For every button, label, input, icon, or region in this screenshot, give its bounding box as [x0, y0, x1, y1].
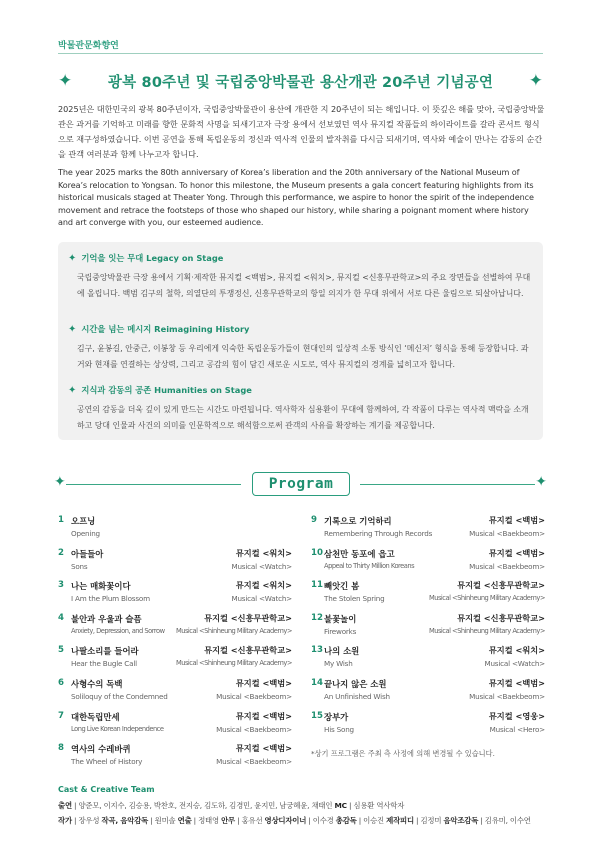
credit-names: | 이수경: [306, 816, 336, 825]
program-title-ko: 나의 소원: [324, 646, 360, 657]
program-work-ko: 뮤지컬 <워치>: [488, 645, 545, 656]
program-number: 13: [311, 645, 323, 656]
program-item: [311, 515, 545, 543]
program-item: [58, 548, 292, 576]
program-number: 1: [58, 515, 64, 525]
program-work-ko: 뮤지컬 <영웅>: [488, 710, 545, 721]
program-title-en: Remembering Through Records: [324, 529, 433, 538]
credit-role: 출연: [58, 801, 72, 810]
credit-names: | 김정미: [413, 816, 444, 825]
credit-names: | 김유미, 이수연: [478, 816, 531, 825]
program-item: [311, 711, 545, 739]
program-item: [311, 580, 545, 608]
program-work-en: Musical <Hero>: [489, 724, 545, 734]
credit-role: 영상디자이너: [264, 816, 307, 825]
program-item: [311, 613, 545, 641]
program-header: [54, 472, 547, 498]
program-item: [58, 613, 292, 641]
program-work-en: Musical <Watch>: [231, 561, 292, 571]
program-title-en: Opening: [71, 529, 100, 538]
program-title-ko: 불안과 우울과 슬픔: [71, 613, 142, 624]
program-number: 11: [311, 580, 323, 591]
program-title-en: Soliloquy of the Condemned: [71, 692, 168, 701]
credit-role: 총감독: [335, 816, 357, 825]
program-work-en: Musical <Shinheung Military Academy>: [428, 594, 545, 603]
program-number: 3: [58, 580, 64, 591]
credit-names: | 정태영: [191, 816, 222, 825]
program-work-en: Musical <Baekbeom>: [216, 692, 292, 701]
program-item: [58, 515, 292, 543]
theme-title-text: 기억을 잇는 무대 Legacy on Stage: [81, 253, 224, 263]
program-title-en: Hear the Bugle Call: [71, 659, 137, 669]
theme-title: [68, 323, 538, 335]
credit-role: 제작피디: [386, 816, 414, 825]
page-title: 광복 80주년 및 국립중앙박물관 용산개관 20주년 기념공연: [107, 74, 494, 91]
program-number: 5: [58, 645, 64, 656]
theme-title: [68, 252, 538, 264]
program-work-en: Musical <Shinheung Military Academy>: [428, 626, 545, 635]
theme-title-text: 시간을 넘는 메시지 Reimagining History: [81, 324, 250, 334]
program-number: 6: [58, 678, 64, 688]
theme-description: 공연의 감동을 더욱 깊이 있게 만드는 시간도 마련됩니다. 역사학자 심용환이 무대에 함께하여, 각 작품이 다루는 역사적 맥락을 소개하고 당대 인물과 사건의 의미를 인문학적으로 해석함으로써 관객의 사유를 확장하는 계기를 제공합니다.: [77, 405, 529, 430]
program-work-en: Musical <Baekbeom>: [216, 724, 292, 734]
program-item: [311, 548, 545, 576]
theme-humanities: [68, 384, 538, 434]
program-work-ko: 뮤지컬 <백범>: [235, 743, 292, 754]
title-row: [58, 70, 543, 92]
themes-box: [58, 242, 543, 440]
header-divider: [58, 53, 543, 54]
theme-description: 김구, 윤봉길, 안중근, 이봉창 등 우리에게 익숙한 독립운동가들이 현대인의 일상적 소통 방식인 ‘메신저’ 형식을 통해 등장합니다. 과거와 현재를 연결하는 상상력, 그리고 공감의 힘이 담긴 새로운 시도로, 역사 뮤지컬의 경계를 넓히고자 합니다.: [77, 344, 529, 369]
program-number: 7: [58, 710, 64, 721]
program-title-en: Anxiety, Depression, and Sorrow: [71, 626, 165, 635]
program-item: [311, 645, 545, 673]
program-title-ko: 빼앗긴 봄: [324, 581, 360, 592]
program-title-en: His Song: [324, 724, 354, 734]
program-work-ko: 뮤지컬 <백범>: [488, 547, 545, 558]
program-title-ko: 아들들아: [71, 548, 104, 559]
credit-role: MC: [334, 801, 347, 810]
program-item: [58, 678, 292, 706]
credit-role: 작가: [58, 816, 72, 825]
program-title-ko: 기록으로 기억하리: [324, 516, 392, 526]
program-work-ko: 뮤지컬 <신흥무관학교>: [457, 580, 545, 591]
program-title-ko: 불꽃놀이: [324, 613, 357, 624]
credit-names: | 이승진: [356, 816, 387, 825]
credit-role: 음악조감독: [443, 816, 479, 825]
credit-role: 안무: [221, 816, 235, 825]
program-work-ko: 뮤지컬 <신흥무관학교>: [204, 612, 292, 623]
program-title-en: The Wheel of History: [71, 757, 143, 767]
credit-names: | 홍유선: [234, 816, 265, 825]
sparkle-icon: ✦: [58, 71, 73, 91]
intro-korean: 2025년은 대한민국의 광복 80주년이자, 국립중앙박물관이 용산에 개관한 지 20주년이 되는 해입니다. 이 뜻깊은 해를 맞아, 국립중앙박물관은 과거를 기억하고 미래를 향한 문화적 사명을 되새기고자 극장 용에서 선보였던 역사 뮤지컬 작품들의 하이라이트를 갈라 콘서트 형식으로 재구성하였습니다. 이번 공연을 통해 독립운동의 정신과 역사적 인물의 발자취를 다시금 되새기며, 역사와 예술이 만나는 감동의 순간을 관객 여러분과 함께 나누고자 합니다.: [58, 104, 545, 159]
program-work-ko: 뮤지컬 <워치>: [235, 580, 292, 591]
program-work-en: Musical <Baekbeom>: [216, 757, 292, 767]
program-work-en: Musical <Watch>: [231, 594, 292, 604]
program-title-ko: 나는 매화꽃이다: [71, 581, 131, 592]
program-work-ko: 뮤지컬 <백범>: [235, 678, 292, 688]
program-title-ko: 장부가: [324, 711, 349, 722]
program-item: [58, 711, 292, 739]
program-title-en: Appeal to Thirty Million Koreans: [324, 561, 415, 570]
credit-names: | 장우성: [71, 816, 102, 825]
credit-names: | 양준모, 이지수, 김승용, 박찬호, 전지승, 김도하, 김경민, 윤지민, 남궁혜윤, 채태인: [71, 801, 335, 810]
program-work-ko: 뮤지컬 <백범>: [235, 710, 292, 721]
program-number: 12: [311, 612, 323, 623]
program-work-ko: 뮤지컬 <백범>: [488, 515, 545, 525]
sparkle-icon: ✦: [535, 474, 547, 490]
credit-names: | 심용환 역사학자: [346, 801, 405, 810]
program-item: [58, 580, 292, 608]
sparkle-icon: ✦: [68, 384, 77, 396]
program-title-en: My Wish: [324, 659, 353, 669]
program-item: [58, 743, 292, 771]
program-title-en: The Stolen Spring: [324, 594, 385, 604]
sparkle-icon: ✦: [528, 71, 543, 91]
program-number: 4: [58, 612, 64, 623]
program-divider-left: [66, 484, 241, 485]
program-number: 15: [311, 710, 323, 721]
program-title-ko: 나팔소리를 들어라: [71, 646, 139, 657]
theme-reimagining: [68, 323, 538, 373]
program-work-en: Musical <Watch>: [484, 659, 545, 669]
program-work-en: Musical <Baekbeom>: [469, 692, 545, 701]
program-number: 2: [58, 547, 64, 558]
sparkle-icon: ✦: [54, 474, 66, 490]
program-work-en: Musical <Shinheung Military Academy>: [175, 659, 292, 668]
credits-cast-line: [58, 800, 404, 811]
program-title-en: Sons: [71, 561, 88, 571]
program-title-en: I Am the Plum Blossom: [71, 594, 150, 604]
intro-english: The year 2025 marks the 80th anniversary of Korea’s liberation and the 20th anniversary of the National Museum of Korea’s relocation to Yongsan. To honor this milestone, the Museum presents a gala concert featuring highlights from its historical musicals staged at Theater Yong. Through this performance, we aspire to honor the spirit of the independence movement and retrace the footsteps of those who shaped our history, while sharing a poignant moment where history and art converge with you, our esteemed audience.: [58, 167, 534, 228]
theme-title: [68, 384, 538, 396]
program-item: [311, 678, 545, 706]
program-title-ko: 끝나지 않은 소원: [324, 679, 387, 689]
program-work-ko: 뮤지컬 <워치>: [235, 547, 292, 558]
program-title-en: An Unfinished Wish: [324, 692, 390, 701]
program-work-en: Musical <Baekbeom>: [469, 561, 545, 571]
program-title-ko: 오프닝: [71, 516, 96, 526]
program-title-ko: 삼천만 동포에 읍고: [324, 548, 395, 559]
header-label: 박물관문화향연: [58, 41, 119, 51]
program-item: [58, 645, 292, 673]
theme-description: 국립중앙박물관 극장 용에서 기획·제작한 뮤지컬 <백범>, 뮤지컬 <워치>, 뮤지컬 <신흥무관학교>의 주요 장면들을 선별하여 무대에 올립니다. 백범 김구의 철학, 의열단의 투쟁정신, 신흥무관학교의 항일 의지가 한 무대 위에서 서로 다른 울림으로 되살아납니다.: [77, 273, 531, 298]
credit-role: 연출: [177, 816, 192, 825]
sparkle-icon: ✦: [68, 323, 77, 335]
program-title-ko: 역사의 수레바퀴: [71, 744, 131, 755]
program-title-ko: 사형수의 독백: [71, 679, 123, 689]
program-title-en: Fireworks: [324, 626, 357, 636]
program-footnote: *상기 프로그램은 주최 측 사정에 의해 변경될 수 있습니다.: [311, 749, 495, 758]
theme-legacy: [68, 252, 538, 302]
credit-role: 작곡, 음악감독: [101, 816, 149, 825]
theme-title-text: 지식과 감동의 공존 Humanities on Stage: [81, 385, 252, 395]
program-number: 9: [311, 515, 317, 525]
sparkle-icon: ✦: [68, 252, 77, 264]
credits-title: Cast & Creative Team: [58, 785, 155, 794]
program-work-en: Musical <Shinheung Military Academy>: [175, 626, 292, 635]
program-work-ko: 뮤지컬 <신흥무관학교>: [457, 612, 545, 623]
credit-names: | 원미솔: [148, 816, 178, 825]
credits-creative-line: [58, 815, 531, 826]
program-number: 10: [311, 547, 323, 558]
program-title-en: Long Live Korean Independence: [71, 724, 164, 733]
program-title-ko: 대한독립만세: [71, 711, 120, 722]
program-heading: Program: [252, 472, 350, 496]
program-work-en: Musical <Baekbeom>: [469, 529, 545, 538]
program-work-ko: 뮤지컬 <백범>: [488, 678, 545, 688]
program-number: 14: [311, 678, 323, 688]
program-divider-right: [360, 484, 535, 485]
program-number: 8: [58, 743, 64, 754]
program-work-ko: 뮤지컬 <신흥무관학교>: [204, 645, 292, 656]
